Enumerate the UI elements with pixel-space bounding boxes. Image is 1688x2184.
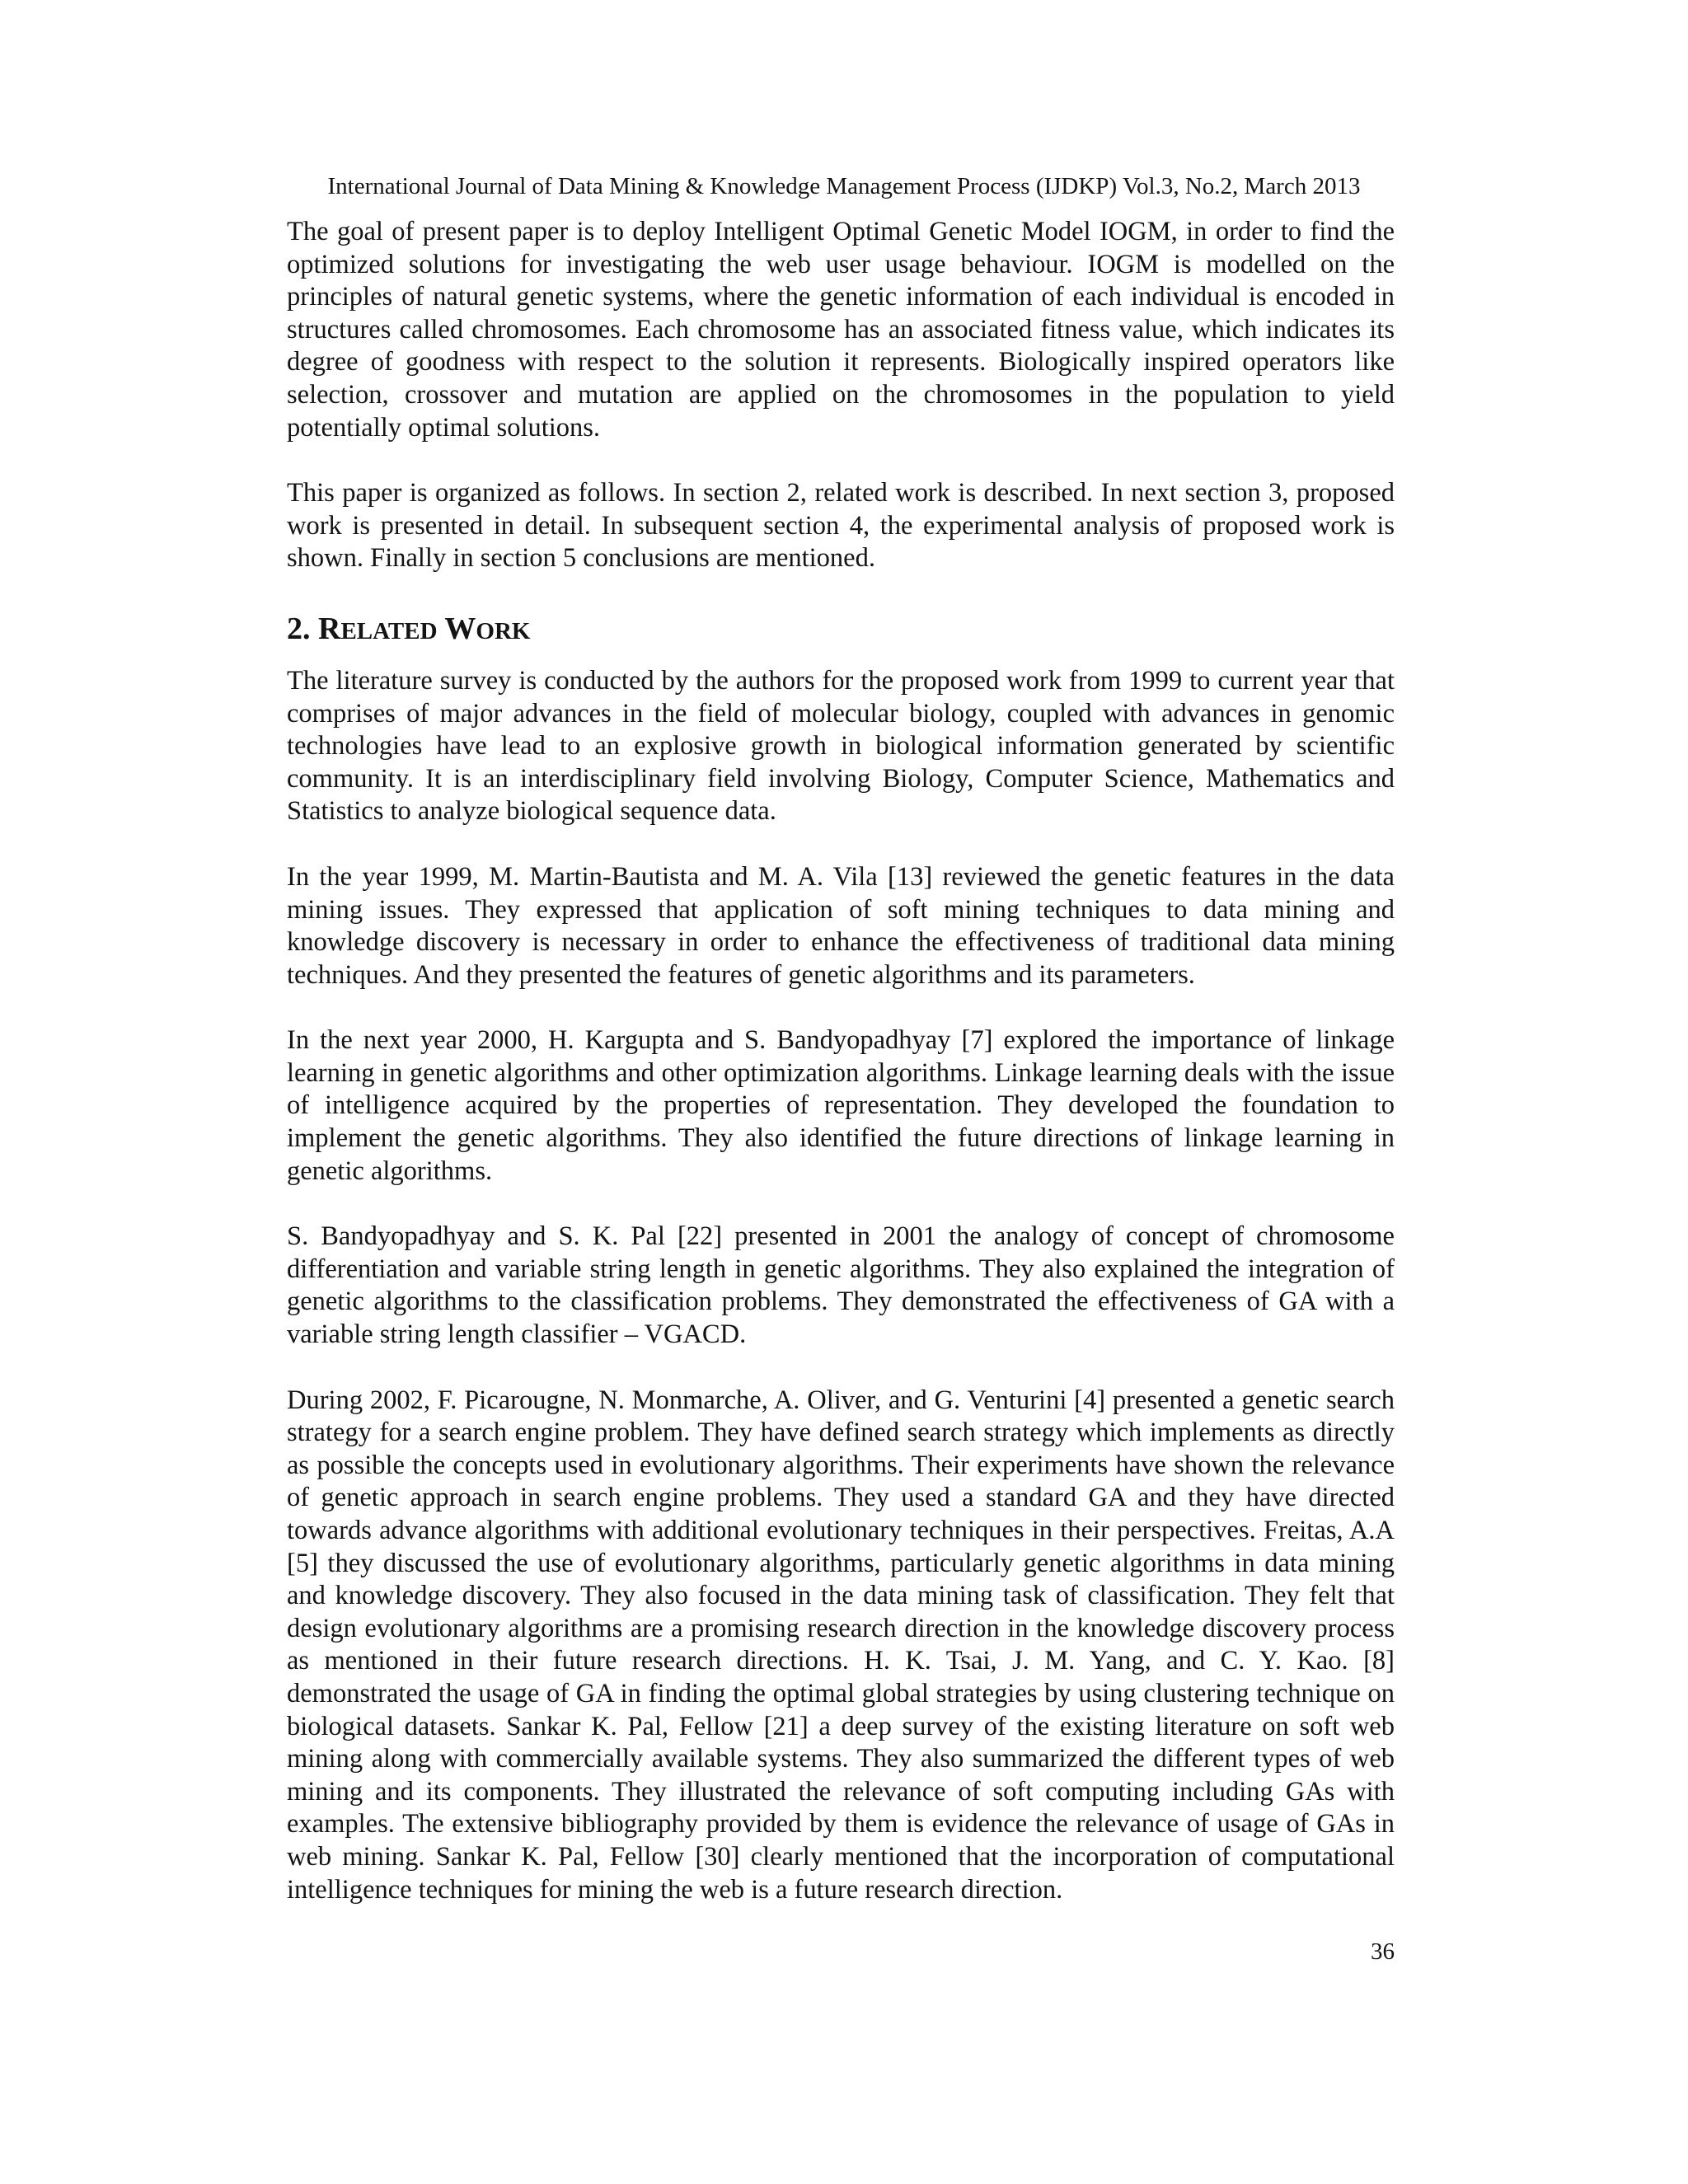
related-work-paragraph-2000: In the next year 2000, H. Kargupta and S. Bandyopadhyay [7] explored the importance of linkage learning in genetic algorithms and other optimization algorithms. Linkage learning deals with the issue of intelligence acquired by the properties of representation. They developed the foundation to implement the genetic algorithms. They also identified the future directions of linkage learning in genetic algorithms. (287, 1025, 1395, 1186)
section-number: 2. (287, 611, 311, 646)
intro-paragraph-goal: The goal of present paper is to deploy Intelligent Optimal Genetic Model IOGM, in order to find the optimized solutions for investigating the web user usage behaviour. IOGM is modelled on the principles of natural genetic systems, where the genetic information of each individual is encoded in structures called chromosomes. Each chromosome has an associated fitness value, which indicates its degree of goodness with respect to the solution it represents. Biologically inspired operators like selection, crossover and mutation are applied on the chromosomes in the population to yield potentially optimal solutions. (287, 217, 1395, 443)
related-work-paragraph-2001: S. Bandyopadhyay and S. K. Pal [22] presented in 2001 the analogy of concept of chromosome differentiation and variable string length in genetic algorithms. They also explained the integration of genetic algorithms to the classification problems. They demonstrated the effectiveness of GA with a variable string length classifier – VGACD. (287, 1221, 1395, 1350)
related-work-paragraph-1999: In the year 1999, M. Martin-Bautista and M. A. Vila [13] reviewed the genetic features in the data mining issues. They expressed that application of soft mining techniques to data mining and knowledge discovery is necessary in order to enhance the effectiveness of traditional data mining techniques. And they presented the features of genetic algorithms and its parameters. (287, 861, 1395, 990)
related-work-paragraph-2002: During 2002, F. Picarougne, N. Monmarche, A. Oliver, and G. Venturini [4] presented a genetic search strategy for a search engine problem. They have defined search strategy which implements as directly as possible the concepts used in evolutionary algorithms. Their experiments have shown the relevance of genetic approach in search engine problems. They used a standard GA and they have directed towards advance algorithms with additional evolutionary techniques in their perspectives. Freitas, A.A [5] they discussed the use of evolutionary algorithms, particularly genetic algorithms in data mining and knowledge discovery. They also focused in the data mining task of classification. They felt that design evolutionary algorithms are a promising research direction in the knowledge discovery process as mentioned in their future research directions. H. K. Tsai, J. M. Yang, and C. Y. Kao. [8] demonstrated the usage of GA in finding the optimal global strategies by using clustering technique on biological datasets. Sankar K. Pal, Fellow [21] a deep survey of the existing literature on soft web mining along with commercially available systems. They also summarized the different types of web mining and its components. They illustrated the relevance of soft computing including GAs with examples. The extensive bibliography provided by them is evidence the relevance of usage of GAs in web mining. Sankar K. Pal, Fellow [30] clearly mentioned that the incorporation of computational intelligence techniques for mining the web is a future research direction. (287, 1385, 1395, 1905)
section-title-rest-1: ELATED (340, 617, 438, 644)
section-title-initial-2: W (444, 611, 476, 646)
section-title-initial-1: R (318, 611, 341, 646)
page-content (287, 216, 1395, 1939)
related-work-paragraph-survey: The literature survey is conducted by the authors for the proposed work from 1999 to current year that comprises of major advances in the field of molecular biology, coupled with advances in genomic technologies have lead to an explosive growth in biological information generated by scientific community. It is an interdisciplinary field involving Biology, Computer Science, Mathematics and Statistics to analyze biological sequence data. (287, 665, 1395, 827)
page-number: 36 (1371, 1938, 1395, 1965)
section-heading-related-work (287, 608, 1395, 652)
intro-paragraph-organization: This paper is organized as follows. In section 2, related work is described. In next section 3, proposed work is presented in detail. In subsequent section 4, the experimental analysis of proposed work is shown. Finally in section 5 conclusions are mentioned. (287, 478, 1395, 574)
running-header: International Journal of Data Mining & Knowledge Management Process (IJDKP) Vol.3, No.2, March 2013 (327, 173, 1361, 199)
section-title-rest-2: ORK (476, 617, 531, 644)
